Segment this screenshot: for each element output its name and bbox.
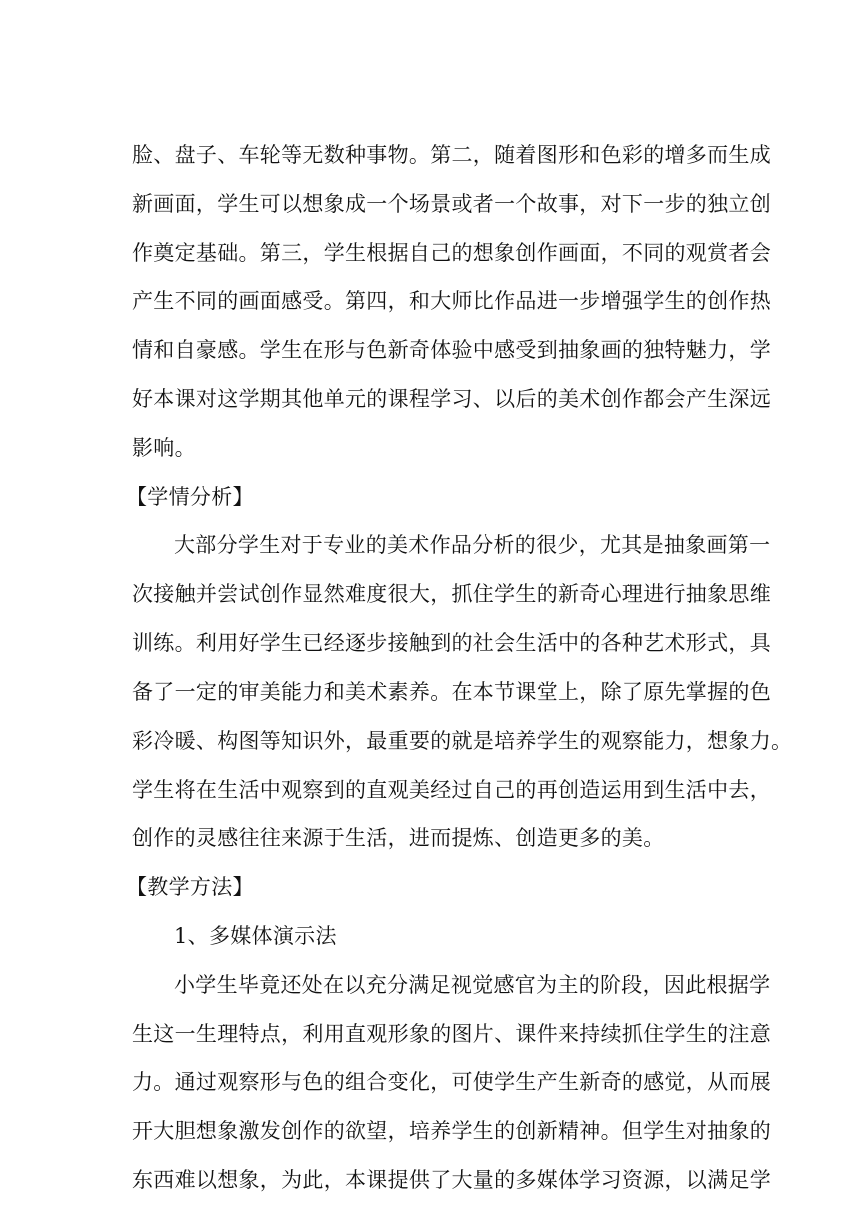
paragraph-line: 开大胆想象激发创作的欲望，培养学生的创新精神。但学生对抽象的 <box>132 1119 771 1143</box>
paragraph-line: 次接触并尝试创作显然难度很大，抓住学生的新奇心理进行抽象思维 <box>132 582 771 606</box>
paragraph-line: 学生将在生活中观察到的直观美经过自己的再创造运用到生活中去， <box>132 778 771 802</box>
paragraph-line: 作奠定基础。第三，学生根据自己的想象创作画面，不同的观赏者会 <box>132 241 771 265</box>
paragraph-line: 产生不同的画面感受。第四，和大师比作品进一步增强学生的创作热 <box>132 289 771 313</box>
section-heading-teaching-methods: 【教学方法】 <box>126 875 254 899</box>
method-title: 1、多媒体演示法 <box>174 924 337 948</box>
paragraph-line: 大部分学生对于专业的美术作品分析的很少，尤其是抽象画第一 <box>174 533 771 557</box>
section-heading-learning-analysis: 【学情分析】 <box>126 485 254 509</box>
paragraph-line: 创作的灵感往往来源于生活，进而提炼、创造更多的美。 <box>132 826 665 850</box>
paragraph-line: 新画面，学生可以想象成一个场景或者一个故事，对下一步的独立创 <box>132 192 771 216</box>
paragraph-line: 彩冷暖、构图等知识外，最重要的就是培养学生的观察能力，想象力。 <box>132 729 793 753</box>
paragraph-line: 小学生毕竟还处在以充分满足视觉感官为主的阶段，因此根据学 <box>174 973 771 997</box>
paragraph-line: 东西难以想象，为此，本课提供了大量的多媒体学习资源，以满足学 <box>132 1168 771 1192</box>
paragraph-line: 备了一定的审美能力和美术素养。在本节课堂上，除了原先掌握的色 <box>132 680 771 704</box>
paragraph-line: 情和自豪感。学生在形与色新奇体验中感受到抽象画的独特魅力，学 <box>132 338 771 362</box>
paragraph-line: 训练。利用好学生已经逐步接触到的社会生活中的各种艺术形式，具 <box>132 631 771 655</box>
paragraph-line: 生这一生理特点，利用直观形象的图片、课件来持续抓住学生的注意 <box>132 1022 771 1046</box>
paragraph-line: 好本课对这学期其他单元的课程学习、以后的美术创作都会产生深远 <box>132 387 771 411</box>
paragraph-line: 影响。 <box>132 436 196 460</box>
paragraph-line: 脸、盘子、车轮等无数种事物。第二，随着图形和色彩的增多而生成 <box>132 143 771 167</box>
paragraph-line: 力。通过观察形与色的组合变化，可使学生产生新奇的感觉，从而展 <box>132 1070 771 1094</box>
